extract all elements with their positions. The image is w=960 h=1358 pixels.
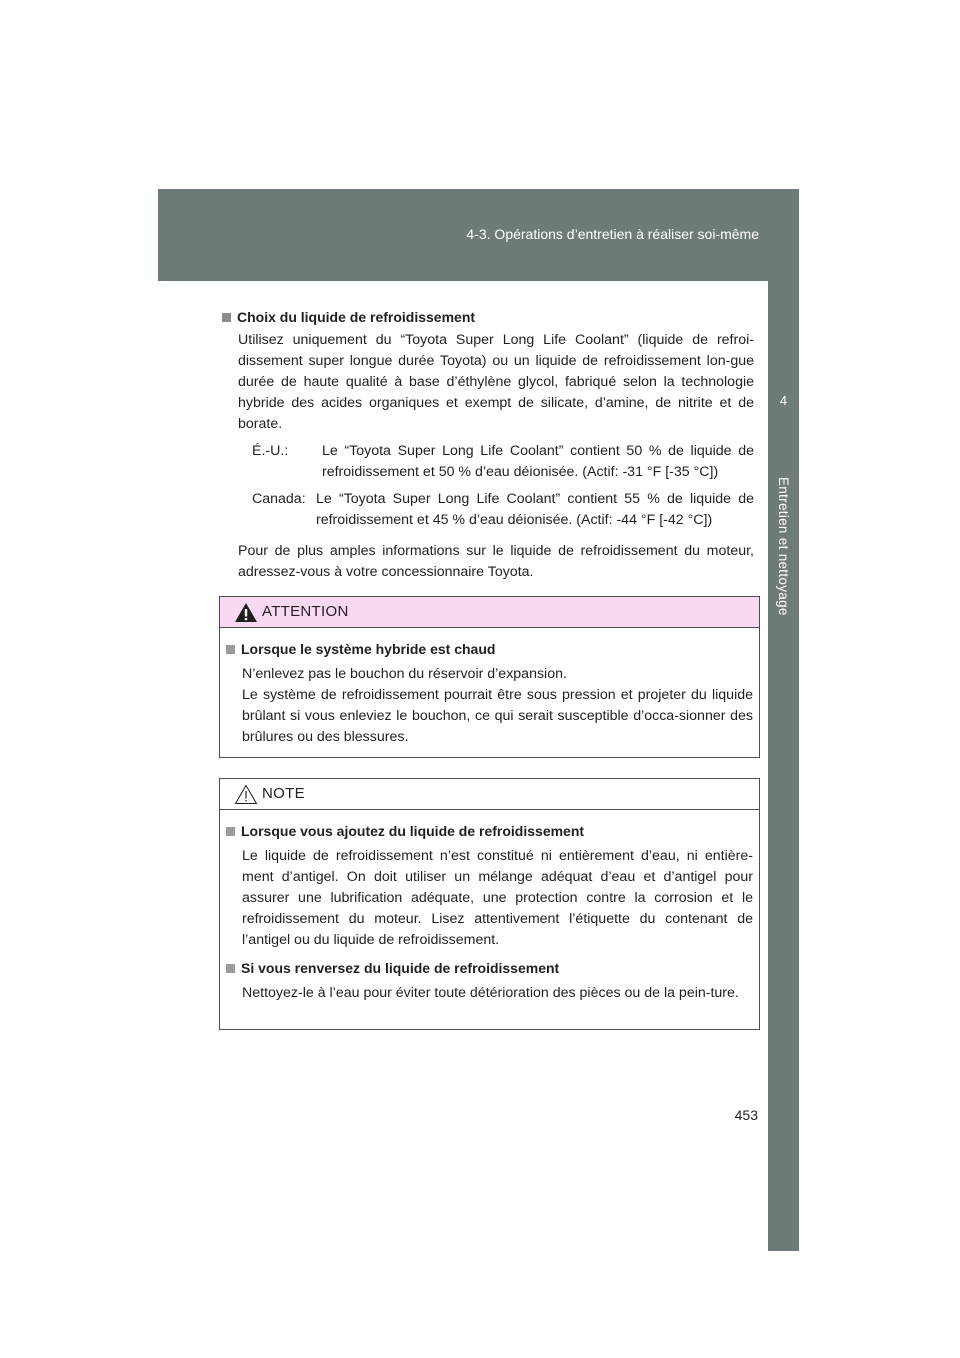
note-item-text: Le liquide de refroidissement n’est constitué ni entièrement d’eau, ni entière-ment d’antigel. On doit utiliser un mélange adéquat d’eau et d’antigel pour assurer une lubrification adéquate, une protection contre la corrosion et le refroidissement du moteur. Lisez attentivement l’étiquette du contenant de l’antigel ou du liquide de refroidissement.: [242, 848, 753, 948]
attention-body: [220, 628, 759, 760]
note-box: [219, 778, 760, 1030]
coolant-section: [222, 306, 754, 583]
attention-title: [226, 638, 753, 660]
attention-text-line1: N’enlevez pas le bouchon du réservoir d’expansion.: [242, 666, 567, 682]
section-title-text: Choix du liquide de refroidissement: [237, 309, 476, 325]
attention-header: [220, 597, 759, 628]
chapter-label: Entretien et nettoyage: [776, 477, 791, 616]
chapter-side-tab: [768, 281, 799, 1251]
note-body: [220, 810, 759, 1016]
note-item-title-text: Lorsque vous ajoutez du liquide de refroidissement: [241, 823, 585, 839]
attention-text: [242, 664, 753, 748]
square-bullet-icon: [226, 645, 235, 654]
chapter-title: 4-3. Opérations d’entretien à réaliser soi-même: [466, 226, 759, 242]
region-usa: [252, 441, 754, 483]
region-label: É.-U.:: [252, 443, 289, 459]
attention-text-line2: Le système de refroidissement pourrait être sous pression et projeter du liquide brûlant si vous enleviez le bouchon, ce qui serait susceptible d’occa-sionner des brûlures ou des blessures.: [242, 687, 753, 745]
square-bullet-icon: [226, 964, 235, 973]
attention-title-text: Lorsque le système hybride est chaud: [241, 641, 496, 657]
region-label: Canada:: [252, 491, 306, 507]
square-bullet-icon: [226, 827, 235, 836]
region-canada: [252, 489, 754, 531]
note-header: [220, 779, 759, 810]
note-item-title-text: Si vous renversez du liquide de refroidissement: [241, 960, 560, 976]
caution-triangle-icon: [234, 784, 258, 805]
region-text: Le “Toyota Super Long Life Coolant” contient 50 % de liquide de refroidissement et 50 % d’eau déionisée. (Actif: -31 °F [-35 °C]): [322, 443, 754, 480]
chapter-header: [158, 189, 799, 281]
note-item-text: Nettoyez-le à l’eau pour éviter toute détérioration des pièces ou de la pein-ture.: [242, 985, 739, 1001]
square-bullet-icon: [222, 313, 231, 322]
attention-box: [219, 596, 760, 758]
chapter-number: 4: [779, 393, 788, 408]
page-number: 453: [734, 1107, 758, 1123]
note-item-title: [226, 957, 753, 979]
section-title: [222, 306, 754, 328]
section-body: Utilisez uniquement du “Toyota Super Long Life Coolant” (liquide de refroi-dissement super longue durée Toyota) ou un liquide de refroidissement lon-gue durée de haute qualité à base d’éthylène glycol, fabriqué selon la technologie hybride des acides organiques et exempt de silicate, d’amine, de nitrite et de borate.: [238, 332, 754, 432]
section-closing: Pour de plus amples informations sur le liquide de refroidissement du moteur, adressez-vous à votre concessionnaire Toyota.: [238, 543, 754, 580]
warning-triangle-icon: [234, 602, 258, 623]
region-text: Le “Toyota Super Long Life Coolant” contient 55 % de liquide de refroidissement et 45 % d’eau déionisée. (Actif: -44 °F [-42 °C]): [316, 491, 754, 528]
note-label: NOTE: [262, 785, 305, 802]
attention-label: ATTENTION: [262, 603, 349, 620]
note-item-title: [226, 820, 753, 842]
